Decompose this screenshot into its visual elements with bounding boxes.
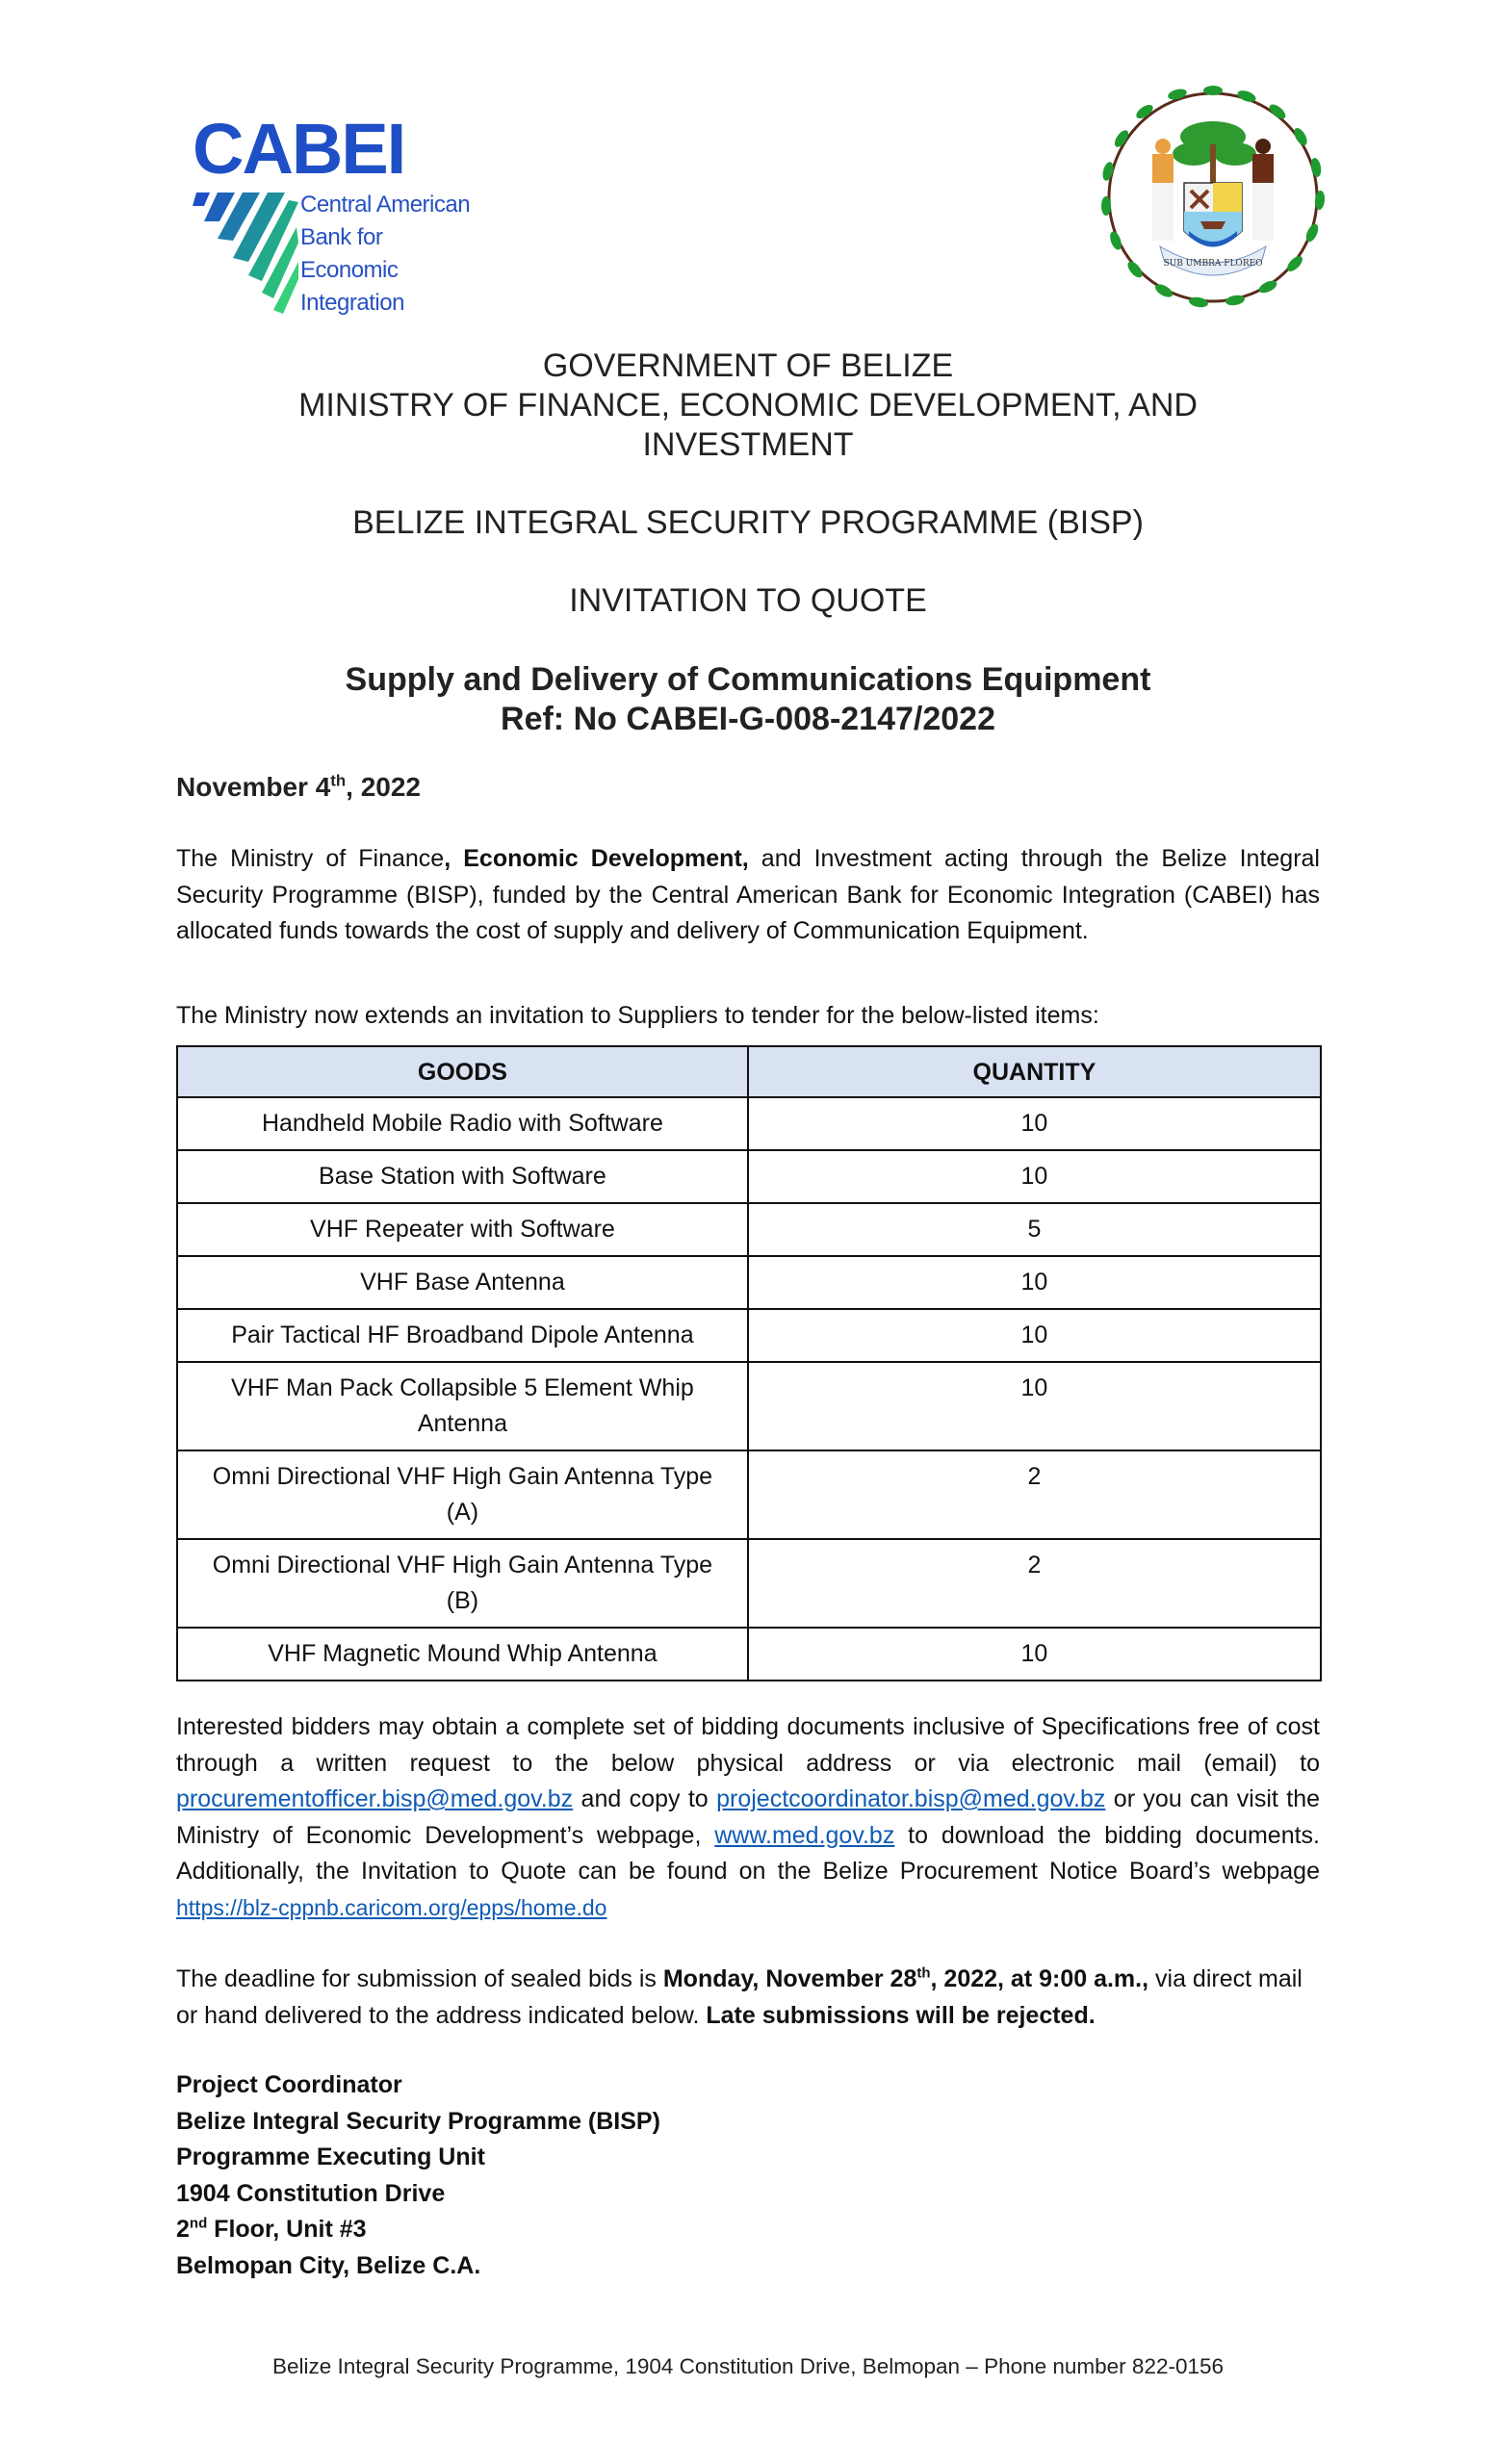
goods-cell: VHF Repeater with Software xyxy=(177,1203,748,1256)
bidding-documents-paragraph: Interested bidders may obtain a complete set of bidding documents inclusive of Specifications free of cost through a written request to the below physical address or via electronic mail (email) to procurementofficer.bisp@med.gov.bz and copy to projectcoordinator.bisp@med.gov.bz or you can visit the Ministry of Economic Development’s webpage, www.med.gov.bz to download the bidding documents. Additionally, the Invitation to Quote can be found on the Belize Procurement Notice Board’s webpage https://blz-cppnb.caricom.org/epps/home.do xyxy=(176,1713,1321,1920)
goods-table xyxy=(176,1045,1322,1681)
cabei-wordmark: CABEI xyxy=(193,109,405,189)
goods-cell: Handheld Mobile Radio with Software xyxy=(177,1097,748,1150)
procurement-notice-board-link[interactable]: https://blz-cppnb.caricom.org/epps/home.do xyxy=(176,1894,607,1920)
table-row xyxy=(177,1362,1321,1450)
table-row xyxy=(177,1309,1321,1362)
goods-cell: VHF Magnetic Mound Whip Antenna xyxy=(177,1628,748,1681)
ministry-title-line2: INVESTMENT xyxy=(642,426,854,463)
table-row xyxy=(177,1539,1321,1628)
goods-cell: Base Station with Software xyxy=(177,1150,748,1203)
table-row xyxy=(177,1628,1321,1681)
cabei-logo xyxy=(193,109,481,316)
goods-cell: Omni Directional VHF High Gain Antenna Type (A) xyxy=(177,1450,748,1539)
ministry-title-line1: MINISTRY OF FINANCE, ECONOMIC DEVELOPMENT, AND xyxy=(298,387,1198,424)
quantity-cell: 10 xyxy=(748,1628,1321,1681)
table-header-row xyxy=(177,1046,1321,1097)
programme-title: BELIZE INTEGRAL SECURITY PROGRAMME (BISP) xyxy=(352,504,1144,541)
quantity-cell: 10 xyxy=(748,1256,1321,1309)
subject-title: Supply and Delivery of Communications Equipment xyxy=(345,661,1151,698)
deadline-paragraph: The deadline for submission of sealed bids is Monday, November 28th, 2022, at 9:00 a.m., via direct mail or hand delivered to the address indicated below. Late submissions will be rejected. xyxy=(176,1964,1303,2029)
table-row xyxy=(177,1450,1321,1539)
table-row xyxy=(177,1150,1321,1203)
procurement-officer-email-link[interactable]: procurementofficer.bisp@med.gov.bz xyxy=(176,1785,574,1812)
belize-coat-of-arms-icon xyxy=(1093,77,1333,318)
deadline-date: Monday, November 28th, 2022, at 9:00 a.m., xyxy=(662,1964,1149,1992)
goods-cell: VHF Man Pack Collapsible 5 Element Whip Antenna xyxy=(177,1362,748,1450)
quantity-cell: 5 xyxy=(748,1203,1321,1256)
intro-paragraph: The Ministry of Finance, Economic Development, and Investment acting through the Belize Integral Security Programme (BISP), funded by the Central American Bank for Economic Integration (CABEI) has allocated funds towards the cost of supply and delivery of Communication Equipment. xyxy=(176,845,1320,944)
ministry-website-link[interactable]: www.med.gov.bz xyxy=(714,1821,895,1849)
quantity-cell: 10 xyxy=(748,1097,1321,1150)
quantity-cell: 2 xyxy=(748,1450,1321,1539)
cabei-subtitle: Central American Bank for Economic Integration xyxy=(300,192,471,316)
quantity-cell: 10 xyxy=(748,1362,1321,1450)
page-footer: Belize Integral Security Programme, 1904 Constitution Drive, Belmopan – Phone number 822-0156 xyxy=(271,2354,1225,2378)
table-row xyxy=(177,1203,1321,1256)
document-type-title: INVITATION TO QUOTE xyxy=(569,582,927,619)
subject-heading xyxy=(0,660,1496,739)
goods-cell: Pair Tactical HF Broadband Dipole Antenna xyxy=(177,1309,748,1362)
cabei-stripes-icon xyxy=(193,192,298,318)
quantity-cell: 10 xyxy=(748,1309,1321,1362)
reference-number: Ref: No CABEI-G-008-2147/2022 xyxy=(501,701,995,737)
coat-motto: SUB UMBRA FLOREO xyxy=(1163,259,1263,269)
quantity-cell: 2 xyxy=(748,1539,1321,1628)
quantity-cell: 10 xyxy=(748,1150,1321,1203)
table-row xyxy=(177,1097,1321,1150)
ministry-heading xyxy=(0,346,1496,465)
column-header-goods: GOODS xyxy=(177,1046,748,1097)
invitation-paragraph: The Ministry now extends an invitation to Suppliers to tender for the below-listed items: xyxy=(176,1002,1099,1029)
issue-date: November 4th, 2022 xyxy=(176,771,421,802)
submission-address: Project Coordinator Belize Integral Security Programme (BISP) Programme Executing Unit 1904 Constitution Drive 2nd Floor, Unit #3 Belmopan City, Belize C.A. xyxy=(176,2071,660,2279)
late-submission-warning: Late submissions will be rejected. xyxy=(706,2001,1096,2029)
project-coordinator-email-link[interactable]: projectcoordinator.bisp@med.gov.bz xyxy=(716,1785,1106,1812)
government-title: GOVERNMENT OF BELIZE xyxy=(542,347,954,384)
column-header-quantity: QUANTITY xyxy=(748,1046,1321,1097)
goods-cell: Omni Directional VHF High Gain Antenna Type (B) xyxy=(177,1539,748,1628)
goods-cell: VHF Base Antenna xyxy=(177,1256,748,1309)
table-row xyxy=(177,1256,1321,1309)
